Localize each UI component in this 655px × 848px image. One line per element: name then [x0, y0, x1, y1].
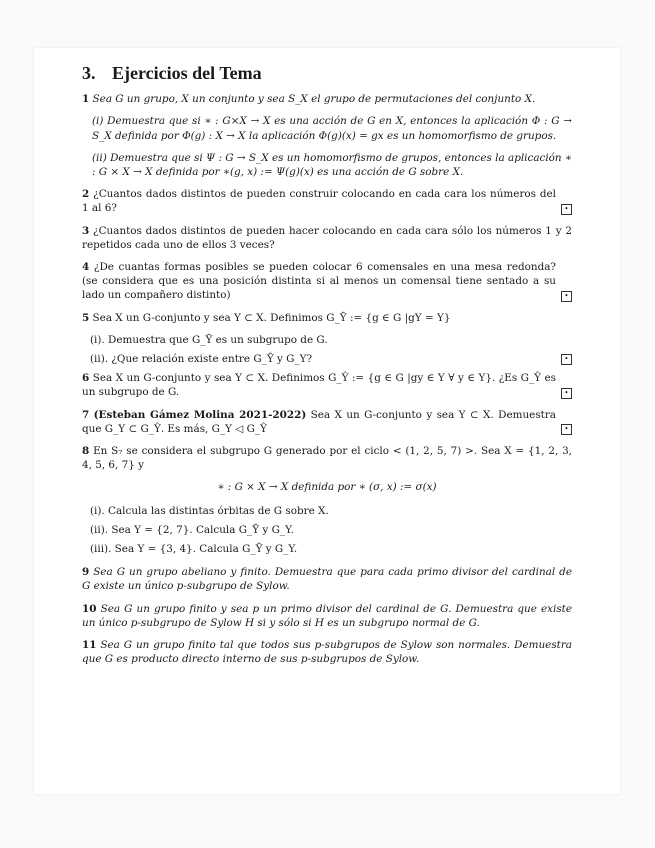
- exercise-text: Sea X un G-conjunto y sea Y ⊂ X. Definimos G_Ŷ := {g ∈ G |gy ∈ Y ∀ y ∈ Y}. ¿Es G_Ŷ es un subgrupo de G.: [82, 372, 556, 399]
- exercise-10: [82, 602, 572, 630]
- exercise-number: 6: [82, 372, 90, 385]
- section-title: Ejercicios del Tema: [112, 63, 262, 83]
- section-number: 3.: [82, 63, 96, 83]
- end-of-exercise-box: •: [561, 204, 572, 215]
- exercise-6: [82, 371, 572, 399]
- exercise-1-part-ii: (ii) Demuestra que si Ψ : G → S_X es un homomorfismo de grupos, entonces la aplicación ∗ : G × X → X definida por ∗(g, x) := Ψ(g)(x) es una acción de G sobre X.: [92, 151, 572, 179]
- exercise-1-part-i: (i) Demuestra que si ∗ : G×X → X es una acción de G en X, entonces la aplicación Φ : G → S_X definida por Φ(g) : X → X la aplicación Φ(g)(x) = gx es un homomorfismo de grupos.: [92, 115, 572, 142]
- exercise-number: 11: [82, 639, 97, 652]
- exercise-5-part-ii: [90, 352, 572, 366]
- exercise-5-part-i: (i). Demuestra que G_Ȳ es un subgrupo de G.: [90, 333, 328, 346]
- exercise-number: 9: [82, 566, 90, 579]
- end-of-exercise-box: •: [561, 354, 572, 365]
- exercise-11: [82, 638, 572, 666]
- exercise-2: [82, 187, 572, 215]
- exercise-content: [82, 63, 572, 675]
- exercise-text: En S₇ se considera el subgrupo G generado por el ciclo < (1, 2, 5, 7) >. Sea X = {1, 2, 3, 4, 5, 6, 7} y: [82, 445, 572, 472]
- exercise-number: 7: [82, 408, 90, 421]
- exercise-number: 3: [82, 224, 90, 237]
- exercise-7: [82, 408, 572, 436]
- exercise-number: 5: [82, 311, 90, 324]
- exercise-text: Sea G un grupo finito tal que todos sus p-subgrupos de Sylow son normales. Demuestra que G es producto directo interno de sus p-subgrupos de Sylow.: [82, 639, 572, 666]
- exercise-5-part-ii-text: (ii). ¿Que relación existe entre G_Ȳ y G_Y?: [90, 353, 313, 366]
- end-of-exercise-box: •: [561, 424, 572, 435]
- exercise-8-part-iii: (iii). Sea Y = {3, 4}. Calcula G_Ȳ y G_Y.: [90, 543, 298, 556]
- exercise-8-part-i: (i). Calcula las distintas órbitas de G sobre X.: [90, 504, 329, 517]
- exercise-number: 4: [82, 261, 90, 274]
- exercise-text: ¿Cuantos dados distintos de pueden construir colocando en cada cara los números del 1 al 6?: [82, 188, 556, 215]
- end-of-exercise-box: •: [561, 291, 572, 302]
- exercise-number: 1: [82, 93, 90, 106]
- exercise-text: Sea G un grupo, X un conjunto y sea S_X el grupo de permutaciones del conjunto X.: [92, 93, 536, 106]
- exercise-3: [82, 224, 572, 252]
- end-of-exercise-box: •: [561, 388, 572, 399]
- exercise-8-formula: ∗ : G × X → X definida por ∗ (σ, x) := σ(x): [217, 481, 437, 494]
- exercise-text: Sea G un grupo finito y sea p un primo divisor del cardinal de G. Demuestra que existe un único p-subgrupo de Sylow H si y sólo si H es un subgrupo normal de G.: [82, 602, 572, 629]
- exercise-9: [82, 565, 572, 593]
- exercise-author: (Esteban Gámez Molina 2021-2022): [93, 408, 307, 421]
- exercise-8: [82, 444, 572, 472]
- exercise-5: [82, 311, 572, 325]
- exercise-text: Sea G un grupo abeliano y finito. Demuestra que para cada primo divisor del cardinal de G existe un único p-subgrupo de Sylow.: [82, 566, 572, 593]
- exercise-text: ¿Cuantos dados distintos de pueden hacer colocando en cada cara sólo los números 1 y 2 repetidos cada uno de ellos 3 veces?: [82, 224, 572, 251]
- exercise-number: 10: [82, 602, 97, 615]
- exercise-text: Sea X un G-conjunto y sea Y ⊂ X. Definimos G_Ȳ := {g ∈ G |gY = Y}: [92, 311, 451, 324]
- exercise-number: 8: [82, 445, 90, 458]
- section-heading: [82, 63, 572, 83]
- exercise-1: [82, 92, 572, 106]
- exercise-4: [82, 260, 572, 303]
- exercise-text: ¿De cuantas formas posibles se pueden colocar 6 comensales en una mesa redonda? (se considera que es una posición distinta si al menos un comensal tiene sentado a su lado un compañero distinto): [82, 261, 556, 302]
- exercise-8-part-ii: (ii). Sea Y = {2, 7}. Calcula G_Ȳ y G_Y.: [90, 523, 294, 536]
- exercise-text: Sea X un G-conjunto y sea Y ⊂ X. Demuestra que G_Y ⊂ G_Ŷ. Es más, G_Y ◁ G_Ŷ: [82, 408, 556, 435]
- exercise-number: 2: [82, 188, 90, 201]
